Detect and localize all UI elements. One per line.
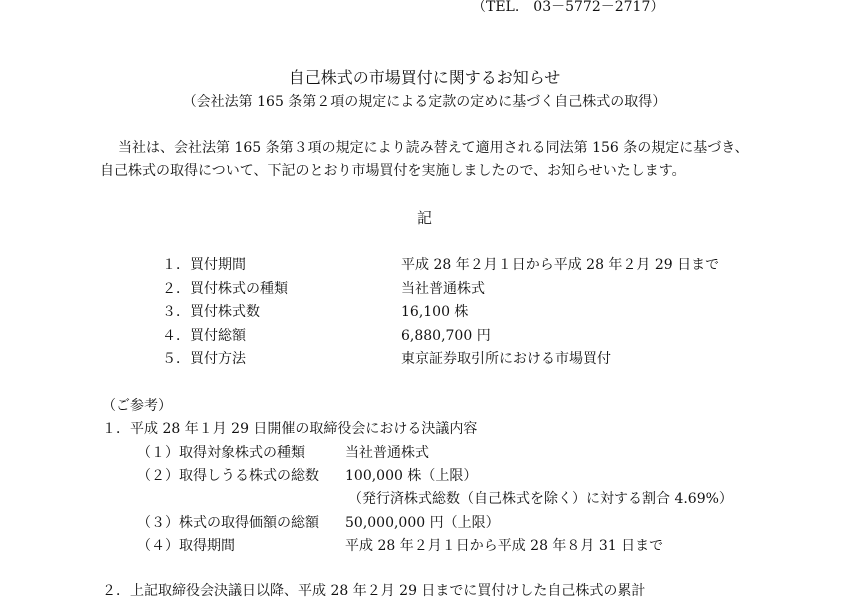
body-line-1: 当社は、会社法第 165 条第３項の規定により読み替えて適用される同法第 156 条の規定に基づき、 — [118, 140, 749, 156]
item-value: 6,880,700 円 — [401, 328, 491, 344]
item-value: 当社普通株式 — [401, 281, 485, 297]
reference-row-label: （２）取得しうる株式の総数 — [137, 468, 319, 484]
reference-row-label: （４）取得期間 — [137, 538, 235, 554]
reference-row-label: （１）取得対象株式の種類 — [137, 445, 305, 461]
item-label: ３．買付株式数 — [162, 304, 260, 320]
item-value: 16,100 株 — [401, 304, 469, 320]
reference-heading: （ご参考） — [102, 398, 172, 414]
ki-heading: 記 — [416, 209, 432, 227]
header-tel: （TEL. 03－5772－2717） — [472, 0, 665, 15]
reference-section-2-heading: ２．上記取締役会決議日以降、平成 28 年２月 29 日までに買付けした自己株式の累計 — [102, 583, 646, 599]
item-value: 東京証券取引所における市場買付 — [401, 351, 611, 367]
reference-row-value: 100,000 株（上限） — [345, 468, 478, 484]
item-value: 平成 28 年２月１日から平成 28 年２月 29 日まで — [401, 257, 720, 273]
page-title: 自己株式の市場買付に関するお知らせ — [288, 68, 561, 87]
reference-row-value: 50,000,000 円（上限） — [345, 515, 500, 531]
body-line-2: 自己株式の取得について、下記のとおり市場買付を実施しましたので、お知らせいたします。 — [100, 163, 686, 179]
item-label: １．買付期間 — [162, 257, 246, 273]
item-label: ４．買付総額 — [162, 328, 246, 344]
reference-row-note: （発行済株式総数（自己株式を除く）に対する割合 4.69%） — [348, 491, 733, 507]
reference-section-1-heading: １．平成 28 年１月 29 日開催の取締役会における決議内容 — [102, 421, 478, 437]
reference-row-label: （３）株式の取得価額の総額 — [137, 515, 319, 531]
page-subtitle: （会社法第 165 条第２項の規定による定款の定めに基づく自己株式の取得） — [182, 94, 667, 110]
item-label: ５．買付方法 — [162, 351, 246, 367]
reference-row-value: 当社普通株式 — [345, 445, 429, 461]
item-label: ２．買付株式の種類 — [162, 281, 288, 297]
reference-row-value: 平成 28 年２月１日から平成 28 年８月 31 日まで — [345, 538, 664, 554]
